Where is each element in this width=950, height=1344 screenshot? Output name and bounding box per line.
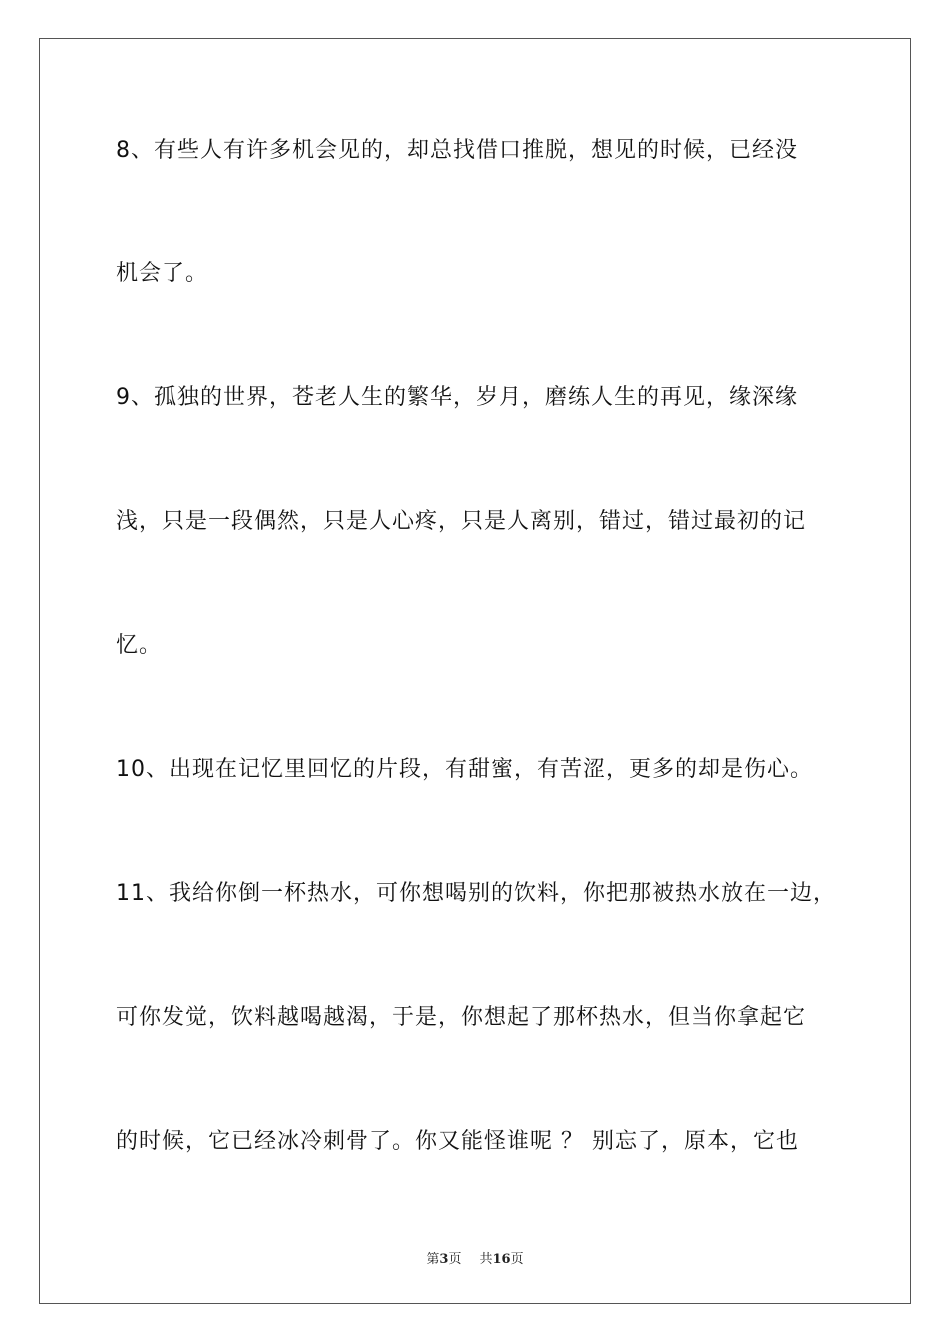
text-line-2: 机会了。 bbox=[116, 261, 209, 286]
footer-page-current: 3 bbox=[439, 1252, 449, 1267]
footer-total-prefix: 共 bbox=[479, 1252, 493, 1267]
footer-page-suffix: 页 bbox=[448, 1252, 462, 1267]
footer-total-suffix: 页 bbox=[510, 1252, 524, 1267]
footer-page-total: 16 bbox=[492, 1252, 511, 1267]
text-line-8: 可你发觉，饮料越喝越渴，于是，你想起了那杯热水，但当你拿起它 bbox=[116, 1005, 807, 1030]
page-border bbox=[39, 38, 911, 1304]
text-line-1: 8、有些人有许多机会见的，却总找借口推脱，想见的时候，已经没 bbox=[116, 138, 798, 163]
text-line-4: 浅，只是一段偶然，只是人心疼，只是人离别，错过，错过最初的记 bbox=[116, 509, 807, 534]
text-line-7: 11、我给你倒一杯热水，可你想喝别的饮料，你把那被热水放在一边， bbox=[116, 881, 836, 906]
footer-page-prefix: 第 bbox=[426, 1252, 440, 1267]
text-line-6: 10、出现在记忆里回忆的片段，有甜蜜，有苦涩，更多的却是伤心。 bbox=[116, 757, 813, 782]
text-line-3: 9、孤独的世界，苍老人生的繁华，岁月，磨练人生的再见，缘深缘 bbox=[116, 385, 798, 410]
page-footer bbox=[0, 1248, 950, 1267]
text-line-9: 的时候，它已经冰冷刺骨了。你又能怪谁呢 ？ 别忘了，原本，它也 bbox=[116, 1129, 799, 1154]
text-line-5: 忆。 bbox=[116, 633, 163, 658]
